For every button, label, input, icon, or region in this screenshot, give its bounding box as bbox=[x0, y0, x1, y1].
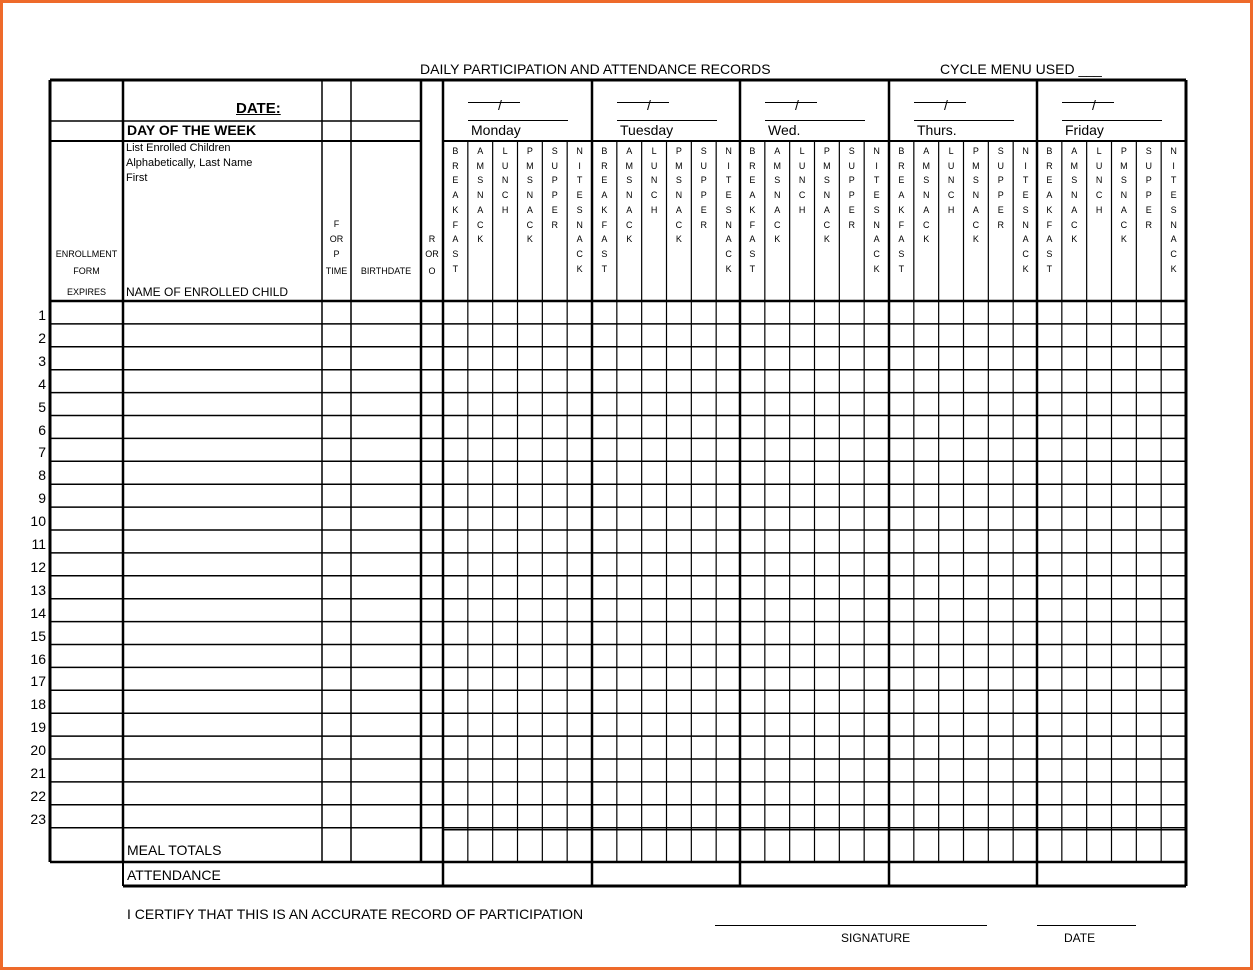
day-date-slash: / bbox=[795, 97, 799, 113]
name-of-child-label: NAME OF ENROLLED CHILD bbox=[126, 285, 289, 299]
meal-label: N I T E S N A C K bbox=[1170, 146, 1177, 274]
meal-label: P M S N A C K bbox=[823, 146, 831, 245]
meal-label: A M S N A C K bbox=[476, 146, 484, 245]
meal-label: A M S N A C K bbox=[773, 146, 781, 245]
meal-label: B R E A K F A S T bbox=[1046, 146, 1053, 274]
row-number: 3 bbox=[38, 352, 46, 369]
list-instruction-1: List Enrolled Children bbox=[126, 142, 231, 154]
row-number: 8 bbox=[38, 467, 46, 484]
meal-label: B R E A K F A S T bbox=[749, 146, 756, 274]
meal-label: P M S N A C K bbox=[675, 146, 683, 245]
row-number: 15 bbox=[30, 627, 46, 644]
row-number: 4 bbox=[38, 375, 46, 392]
form-title: DAILY PARTICIPATION AND ATTENDANCE RECORDS bbox=[420, 61, 771, 77]
row-number: 10 bbox=[30, 513, 46, 530]
row-number: 23 bbox=[30, 810, 46, 827]
ror-label-3: O bbox=[428, 266, 436, 276]
day-of-week-label: DAY OF THE WEEK bbox=[127, 122, 257, 138]
forp-label-1: F bbox=[333, 219, 340, 229]
day-date-slash: / bbox=[647, 97, 651, 113]
row-number: 14 bbox=[30, 604, 46, 621]
day-date-line[interactable] bbox=[1062, 102, 1114, 103]
signature-line[interactable] bbox=[715, 925, 987, 926]
meal-label: B R E A K F A S T bbox=[452, 146, 459, 274]
meal-label: S U P P E R bbox=[848, 146, 855, 230]
row-number: 18 bbox=[30, 696, 46, 713]
forp-label-3: P bbox=[333, 249, 340, 259]
day-underline bbox=[765, 120, 865, 121]
row-number: 13 bbox=[30, 581, 46, 598]
meal-label: L U N C H bbox=[947, 146, 955, 215]
meal-label: B R E A K F A S T bbox=[601, 146, 608, 274]
day-date-line[interactable] bbox=[765, 102, 817, 103]
day-underline bbox=[914, 120, 1014, 121]
signature-date-label: DATE bbox=[1064, 931, 1096, 945]
signature-label: SIGNATURE bbox=[841, 931, 911, 945]
date-label: DATE: bbox=[236, 100, 281, 117]
meal-label: A M S N A C K bbox=[625, 146, 633, 245]
day-date-line[interactable] bbox=[914, 102, 966, 103]
row-number: 21 bbox=[30, 765, 46, 781]
list-instruction-3: First bbox=[126, 172, 148, 184]
certify-statement: I CERTIFY THAT THIS IS AN ACCURATE RECORD OF PARTICIPATION bbox=[127, 906, 584, 922]
meal-label: A M S N A C K bbox=[922, 146, 930, 245]
day-date-slash: / bbox=[1092, 97, 1096, 113]
day-date-line[interactable] bbox=[617, 102, 669, 103]
day-underline bbox=[617, 120, 717, 121]
row-number: 17 bbox=[30, 673, 46, 690]
enrollment-label-3: EXPIRES bbox=[66, 287, 106, 297]
day-name: Thurs. bbox=[917, 122, 957, 138]
row-number: 22 bbox=[30, 787, 46, 804]
row-number: 12 bbox=[30, 558, 46, 575]
day-underline bbox=[1062, 120, 1162, 121]
attendance-label: ATTENDANCE bbox=[127, 867, 221, 883]
meal-label: A M S N A C K bbox=[1070, 146, 1078, 245]
row-number: 19 bbox=[30, 719, 46, 736]
enrollment-label-2: FORM bbox=[73, 266, 100, 276]
meal-label: B R E A K F A S T bbox=[898, 146, 905, 274]
meal-label: S U P P E R bbox=[997, 146, 1004, 230]
meal-label: S U P P E R bbox=[1145, 146, 1152, 230]
ror-label-1: R bbox=[428, 234, 436, 244]
row-number: 20 bbox=[30, 742, 46, 759]
row-number: 1 bbox=[38, 307, 46, 323]
meal-label: L U N C H bbox=[650, 146, 658, 215]
ror-label-2: OR bbox=[425, 249, 439, 259]
meal-label: L U N C H bbox=[1095, 146, 1103, 215]
forp-label-2: OR bbox=[329, 234, 344, 244]
row-number: 6 bbox=[38, 421, 46, 438]
meal-label: P M S N A C K bbox=[1120, 146, 1128, 245]
meal-label: N I T E S N A C K bbox=[1022, 146, 1029, 274]
meal-label: S U P P E R bbox=[551, 146, 558, 230]
day-name: Monday bbox=[471, 122, 521, 138]
meal-label: S U P P E R bbox=[700, 146, 707, 230]
meal-totals-label: MEAL TOTALS bbox=[127, 842, 222, 858]
cycle-menu-used: CYCLE MENU USED ___ bbox=[940, 61, 1102, 77]
row-number: 7 bbox=[38, 444, 46, 461]
row-number: 9 bbox=[38, 490, 46, 507]
meal-label: N I T E S N A C K bbox=[576, 146, 583, 274]
meal-label: L U N C H bbox=[501, 146, 509, 215]
birthdate-label: BIRTHDATE bbox=[360, 266, 412, 276]
day-date-slash: / bbox=[944, 97, 948, 113]
day-date-slash: / bbox=[498, 97, 502, 113]
row-number: 2 bbox=[38, 329, 46, 346]
day-name: Friday bbox=[1065, 122, 1104, 138]
date-line[interactable] bbox=[1037, 925, 1136, 926]
meal-label: N I T E S N A C K bbox=[725, 146, 732, 274]
enrollment-label-1: ENROLLMENT bbox=[55, 249, 118, 259]
day-name: Tuesday bbox=[620, 122, 674, 138]
meal-label: N I T E S N A C K bbox=[873, 146, 880, 274]
meal-label: L U N C H bbox=[798, 146, 806, 215]
row-number: 16 bbox=[30, 650, 46, 667]
row-number: 5 bbox=[38, 398, 46, 415]
meal-label: P M S N A C K bbox=[972, 146, 980, 245]
day-underline bbox=[468, 120, 568, 121]
forp-label-4: TIME bbox=[325, 266, 348, 276]
row-number: 11 bbox=[31, 536, 46, 552]
day-name: Wed. bbox=[768, 122, 801, 138]
meal-label: P M S N A C K bbox=[526, 146, 534, 245]
day-date-line[interactable] bbox=[468, 102, 520, 103]
list-instruction-2: Alphabetically, Last Name bbox=[126, 157, 253, 169]
